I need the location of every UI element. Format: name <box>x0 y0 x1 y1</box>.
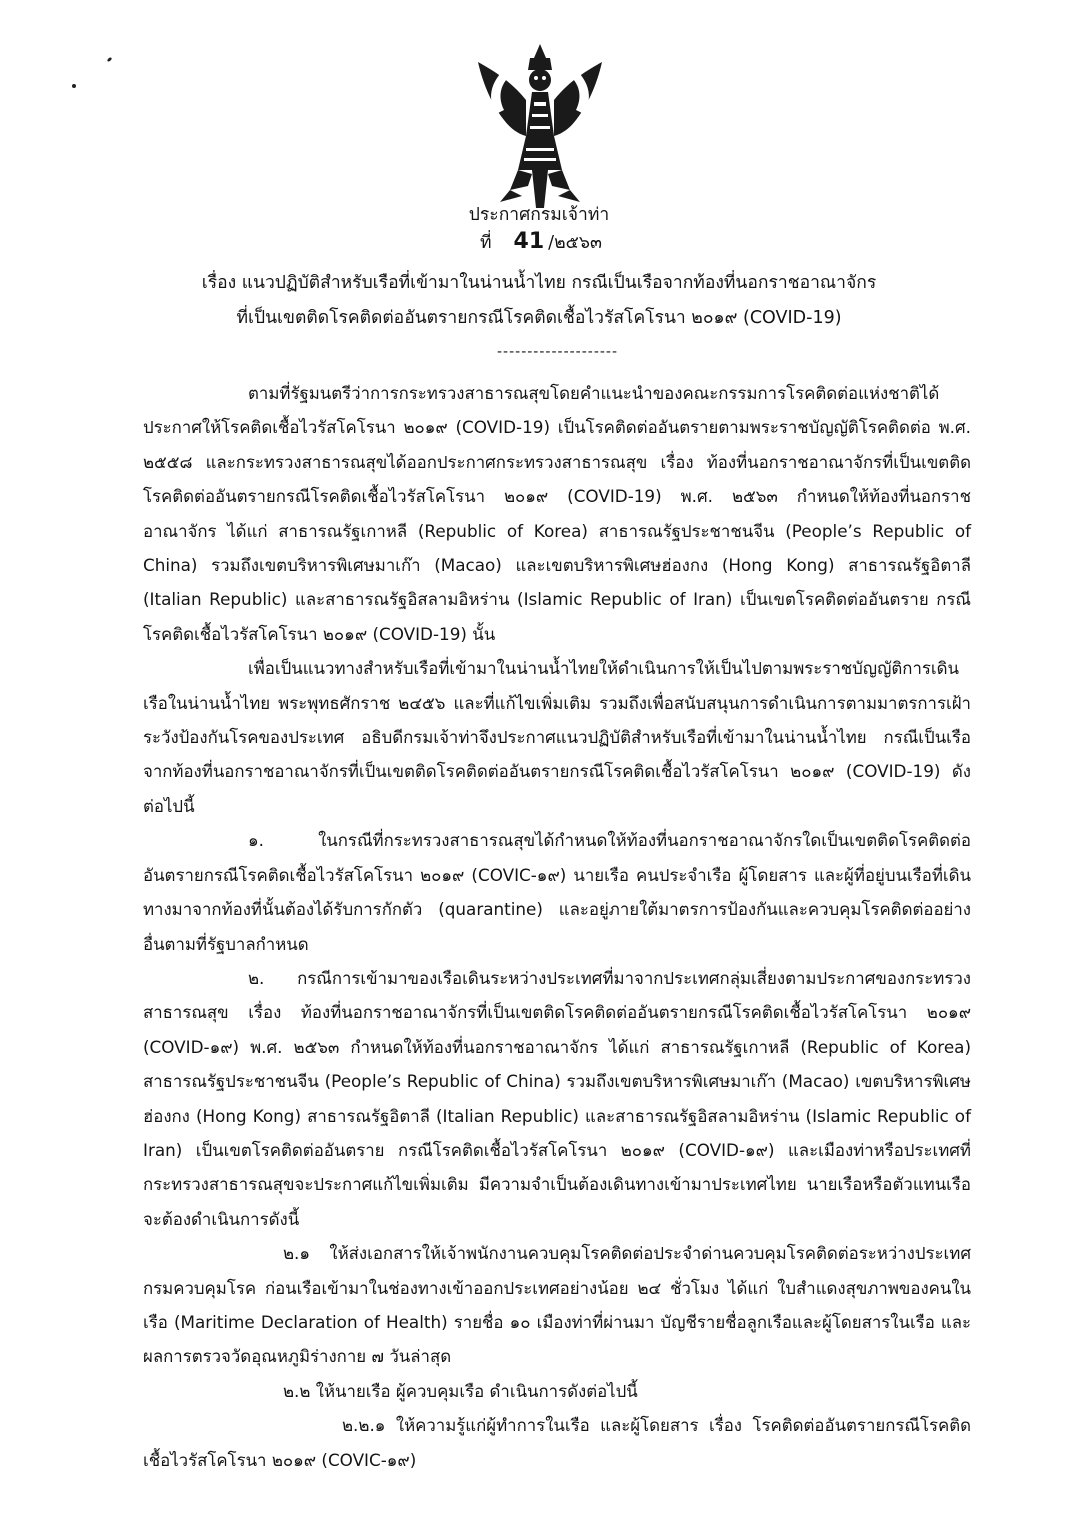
garuda-emblem-icon <box>470 40 610 210</box>
paragraph-clause-2-1: ๒.๑ ให้ส่งเอกสารให้เจ้าพนักงานควบคุมโรคติดต่อประจำด่านควบคุมโรคติดต่อระหว่างประเทศ กรมควบคุมโรค ก่อนเรือเข้ามาในช่องทางเข้าออกประเทศอย่างน้อย ๒๔ ชั่วโมง ได้แก่ ใบสำแดงสุขภาพของคนในเรือ (Maritime Declaration of Health) รายชื่อ ๑๐ เมืองท่าที่ผ่านมา บัญชีรายชื่อลูกเรือและผู้โดยสารในเรือ และผลการตรวจวัดอุณหภูมิร่างกาย ๗ วันล่าสุด <box>143 1243 971 1367</box>
document-body <box>143 376 971 1477</box>
paragraph-preamble: ตามที่รัฐมนตรีว่าการกระทรวงสาธารณสุขโดยคำแนะนำของคณะกรรมการโรคติดต่อแห่งชาติได้ประกาศให้โรคติดเชื้อไวรัสโคโรนา ๒๐๑๙ (COVID-19) เป็นโรคติดต่ออันตรายตามพระราชบัญญัติโรคติดต่อ พ.ศ. ๒๕๕๘ และกระทรวงสาธารณสุขได้ออกประกาศกระทรวงสาธารณสุข เรื่อง ท้องที่นอกราชอาณาจักรที่เป็นเขตติดโรคติดต่ออันตรายกรณีโรคติดเชื้อไวรัสโคโรนา ๒๐๑๙ (COVID-19) พ.ศ. ๒๕๖๓ กำหนดให้ท้องที่นอกราชอาณาจักร ได้แก่ สาธารณรัฐเกาหลี (Republic of Korea) สาธารณรัฐประชาชนจีน (People’s Republic of China) รวมถึงเขตบริหารพิเศษมาเก๊า (Macao) และเขตบริหารพิเศษฮ่องกง (Hong Kong) สาธารณรัฐอิตาลี (Italian Republic) และสาธารณรัฐอิสลามอิหร่าน (Islamic Republic of Iran) เป็นเขตโรคติดต่ออันตราย กรณีโรคติดเชื้อไวรัสโคโรนา ๒๐๑๙ (COVID-19) นั้น <box>143 383 971 644</box>
paragraph-clause-2: ๒. กรณีการเข้ามาของเรือเดินระหว่างประเทศที่มาจากประเทศกลุ่มเสี่ยงตามประกาศของกระทรวงสาธารณสุข เรื่อง ท้องที่นอกราชอาณาจักรที่เป็นเขตติดโรคติดต่ออันตรายกรณีโรคติดเชื้อไวรัสโคโรนา ๒๐๑๙ (COVID-๑๙) พ.ศ. ๒๕๖๓ กำหนดให้ท้องที่นอกราชอาณาจักร ได้แก่ สาธารณรัฐเกาหลี (Republic of Korea) สาธารณรัฐประชาชนจีน (People’s Republic of China) รวมถึงเขตบริหารพิเศษมาเก๊า (Macao) เขตบริหารพิเศษฮ่องกง (Hong Kong) สาธารณรัฐอิตาลี (Italian Republic) และสาธารณรัฐอิสลามอิหร่าน (Islamic Republic of Iran) เป็นเขตโรคติดต่ออันตราย กรณีโรคติดเชื้อไวรัสโคโรนา ๒๐๑๙ (COVID-๑๙) และเมืองท่าหรือประเทศที่กระทรวงสาธารณสุขจะประกาศแก้ไขเพิ่มเติม มีความจำเป็นต้องเดินทางเข้ามาประเทศไทย นายเรือหรือตัวแทนเรือจะต้องดำเนินการดังนี้ <box>143 967 971 1229</box>
separator-line: -------------------- <box>497 344 619 360</box>
subject-line-2: ที่เป็นเขตติดโรคติดต่ออันตรายกรณีโรคติดเชื้อไวรัสโคโรนา ๒๐๑๙ (COVID-19) <box>236 308 842 328</box>
paragraph-clause-2-2-1: ๒.๒.๑ ให้ความรู้แก่ผู้ทำการในเรือ และผู้โดยสาร เรื่อง โรคติดต่ออันตรายกรณีโรคติดเชื้อไวรัสโคโรนา ๒๐๑๙ (COVIC-๑๙) <box>143 1415 971 1470</box>
document-number-label: ที่ <box>480 233 492 253</box>
subject-line-1: เรื่อง แนวปฏิบัติสำหรับเรือที่เข้ามาในน่านน้ำไทย กรณีเป็นเรือจากท้องที่นอกราชอาณาจักร <box>201 273 877 293</box>
paragraph-purpose: เพื่อเป็นแนวทางสำหรับเรือที่เข้ามาในน่านน้ำไทยให้ดำเนินการให้เป็นไปตามพระราชบัญญัติการเดินเรือในน่านน้ำไทย พระพุทธศักราช ๒๔๕๖ และที่แก้ไขเพิ่มเติม รวมถึงเพื่อสนับสนุนการดำเนินการตามมาตรการเฝ้าระวังป้องกันโรคของประเทศ อธิบดีกรมเจ้าท่าจึงประกาศแนวปฏิบัติสำหรับเรือที่เข้ามาในน่านน้ำไทย กรณีเป็นเรือจากท้องที่นอกราชอาณาจักรที่เป็นเขตติดโรคติดต่ออันตรายกรณีโรคติดเชื้อไวรัสโคโรนา ๒๐๑๙ (COVID-19) ดังต่อไปนี้ <box>143 658 971 816</box>
scan-speck <box>107 57 113 63</box>
paragraph-clause-1: ๑. ในกรณีที่กระทรวงสาธารณสุขได้กำหนดให้ท้องที่นอกราชอาณาจักรใดเป็นเขตติดโรคติดต่ออันตรายกรณีโรคติดเชื้อไวรัสโคโรนา ๒๐๑๙ (COVIC-๑๙) นายเรือ คนประจำเรือ ผู้โดยสาร และผู้ที่อยู่บนเรือที่เดินทางมาจากท้องที่นั้นต้องได้รับการกักตัว (quarantine) และอยู่ภายใต้มาตรการป้องกันและควบคุมโรคติดต่ออย่างอื่นตามที่รัฐบาลกำหนด <box>143 830 971 954</box>
paragraph-clause-2-2: ๒.๒ ให้นายเรือ ผู้ควบคุมเรือ ดำเนินการดังต่อไปนี้ <box>283 1380 638 1401</box>
scan-speck <box>72 84 76 88</box>
announcement-title: ประกาศกรมเจ้าท่า <box>468 205 610 225</box>
document-number <box>480 228 602 256</box>
document-number-year: /๒๕๖๓ <box>548 233 602 253</box>
document-number-value: 41 <box>513 229 545 254</box>
